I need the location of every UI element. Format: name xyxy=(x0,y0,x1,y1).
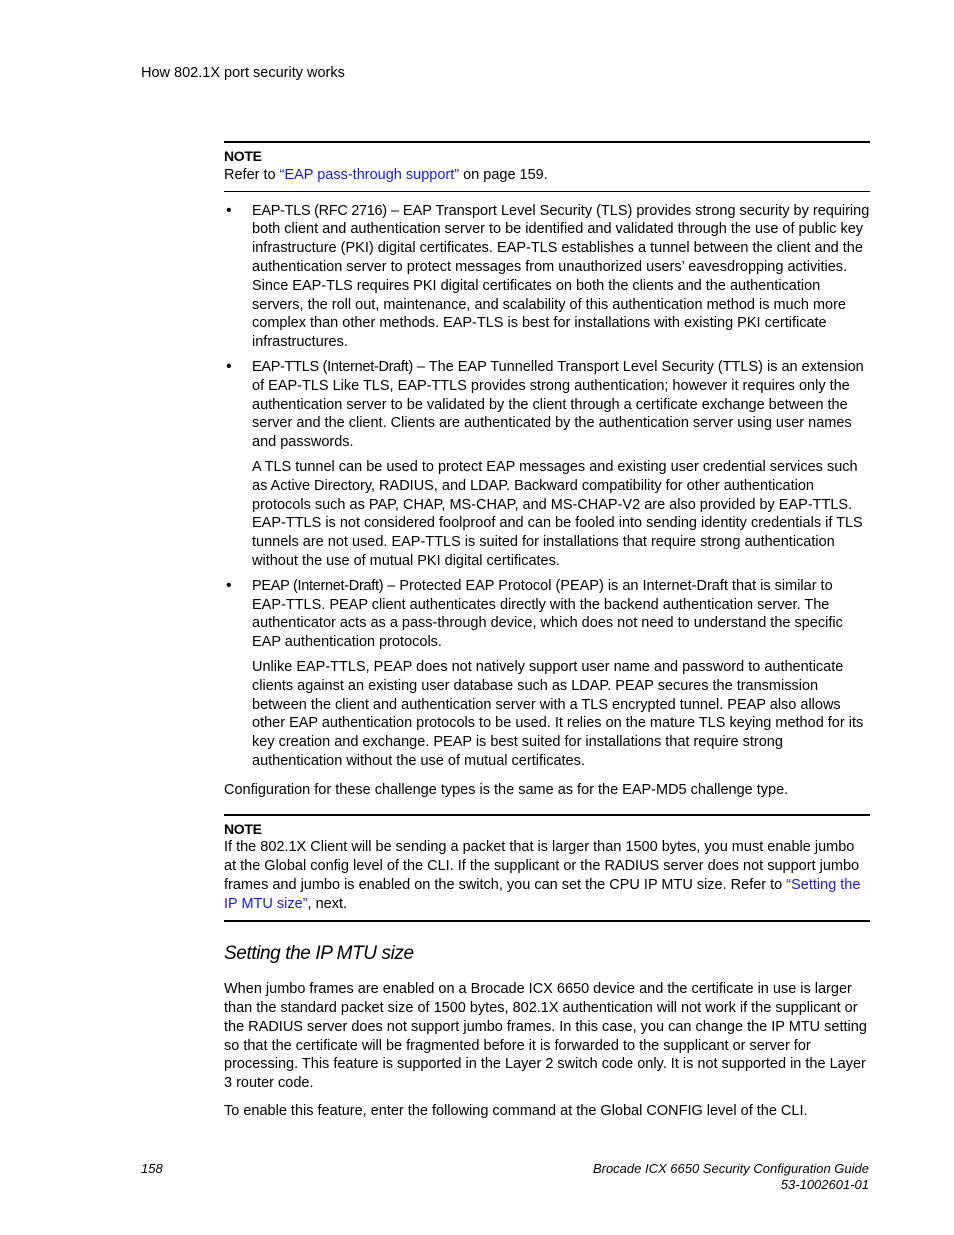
note-label: NOTE xyxy=(224,820,262,837)
config-paragraph: Configuration for these challenge types is the same as for the EAP-MD5 challenge type. xyxy=(224,781,789,798)
note-text-after: , next. xyxy=(307,895,348,912)
bullet-icon: • xyxy=(226,576,232,594)
note-label: NOTE xyxy=(224,148,262,164)
sub-paragraph: Unlike EAP-TTLS, PEAP does not natively support user name and password to authenticate clients against an existing user database such as LDAP. PEAP secures the transmission between the client and authentication server with a TLS encrypted tunnel. PEAP also allows other EAP authentication protocols to be used. It relies on the mature TLS keying method for its key creation and exchange. PEAP is best suited for installations that require strong authentication without the use of mutual certificates. xyxy=(252,658,864,769)
note-text-before: If the 802.1X Client will be sending a packet that is larger than 1500 bytes, you must enable xyxy=(224,839,815,856)
note-text xyxy=(224,838,870,913)
note-box-2 xyxy=(224,814,870,923)
term-eap-ttls: EAP-TTLS (Internet-Draft) xyxy=(252,358,413,375)
list-item-peap xyxy=(224,577,870,771)
page-content xyxy=(224,141,870,1130)
list-item-text xyxy=(252,358,870,452)
footer-doc-info xyxy=(593,1161,869,1193)
list-item-eap-ttls xyxy=(224,358,870,571)
note-text xyxy=(224,166,870,185)
list-item-eap-tls xyxy=(224,202,870,352)
doc-title: Brocade ICX 6650 Security Configuration Guide xyxy=(592,1161,869,1176)
setting-ip-mtu-link[interactable]: “Setting the IP MTU size” xyxy=(224,876,861,912)
note-text-after: on page 159. xyxy=(459,166,548,183)
doc-number: 53-1002601-01 xyxy=(780,1177,869,1192)
description: – EAP Transport Level Security (TLS) provides strong security by requiring both client and authentication server to be identified and validated through the use of public key infrastructure (PKI) digital certificates. EAP-TLS establishes a tunnel between the client and the authentication server to protect messages from unauthorized users’ eavesdropping activities. Since EAP-TLS requires PKI digital certificates on both the clients and the authentication servers, the roll out, maintenance, and scalability of this authentication method is much more complex than other methods. EAP-TLS is best for installations with existing PKI certificate infrastructures. xyxy=(252,202,870,351)
term-eap-tls: EAP-TLS (RFC 2716) xyxy=(252,202,387,219)
note-box-1 xyxy=(224,141,870,192)
page-number: 158 xyxy=(141,1161,163,1176)
eap-pass-through-link[interactable]: “EAP pass-through support” xyxy=(279,166,460,183)
jumbo-keyword: jumbo xyxy=(814,839,855,856)
section-heading: Setting the IP MTU size xyxy=(224,943,414,965)
bullet-icon: • xyxy=(226,357,232,375)
note-text-middle: at the Global config level of the CLI. If the supplicant or the RADIUS server does not support jumbo frames and jumbo is enabled on the switch, you can set the CPU IP MTU size. Refer to xyxy=(224,858,860,893)
bullet-icon: • xyxy=(226,201,232,219)
note-text-before: Refer to xyxy=(224,166,280,183)
eap-types-list xyxy=(224,202,870,771)
section-paragraph-1: When jumbo frames are enabled on a Brocade ICX 6650 device and the certificate in use is larger than the standard packet size of 1500 bytes, 802.1X authentication will not work if the supplicant or the RADIUS server does not support jumbo frames. In this case, you can change the IP MTU setting so that the certificate will be fragmented before it is forwarded to the supplicant or server for processing. This feature is supported in the Layer 2 switch code only. It is not supported in the Layer 3 router code. xyxy=(224,981,867,1092)
description: – Protected EAP Protocol (PEAP) is an Internet-Draft that is similar to EAP-TTLS. PEAP client authenticates directly with the backend authentication server. The authenticator acts as a pass-through device, which does not need to understand the specific EAP authentication protocols. xyxy=(252,577,843,651)
term-peap: PEAP (Internet-Draft) xyxy=(252,577,384,594)
section-paragraph-2: To enable this feature, enter the following command at the Global CONFIG level of the CLI. xyxy=(224,1103,808,1120)
running-header: How 802.1X port security works xyxy=(141,65,345,81)
sub-paragraph: A TLS tunnel can be used to protect EAP messages and existing user credential services such as Active Directory, RADIUS, and LDAP. Backward compatibility for other authentication protocols such as PAP, CHAP, MS-CHAP, and MS-CHAP-V2 are also provided by EAP-TTLS. EAP-TTLS is not considered foolproof and can be fooled into sending identity credentials if TLS tunnels are not used. EAP-TTLS is suited for installations that require strong authentication without the use of mutual PKI digital certificates. xyxy=(252,458,863,569)
list-item-text xyxy=(252,577,870,652)
description: – The EAP Tunnelled Transport Level Security (TTLS) is an extension of EAP-TLS Like TLS, EAP-TTLS provides strong authentication; however it requires only the authentication server to be validated by the client through a certificate exchange between the server and the client. Clients are authenticated by the authentication server using user names and passwords. xyxy=(252,358,864,451)
list-item-text xyxy=(252,202,870,352)
